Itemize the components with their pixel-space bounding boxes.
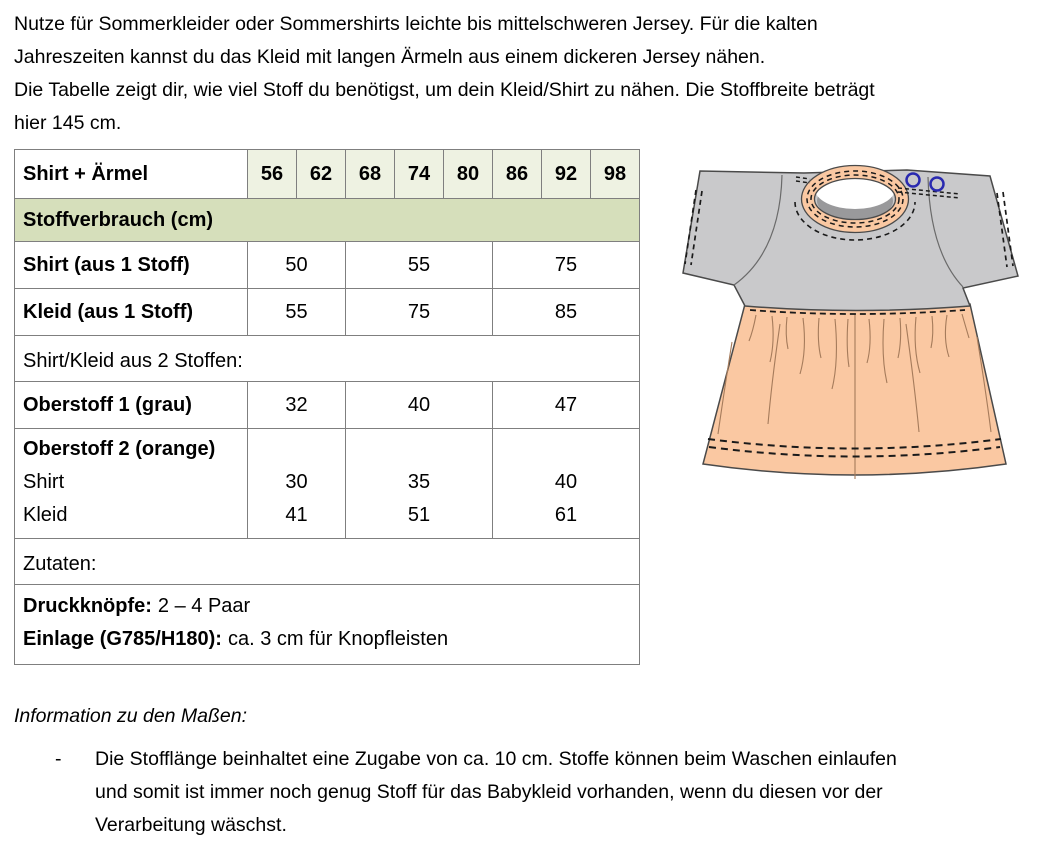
value-cell: 61 [554, 504, 578, 526]
notion-value: 2 – 4 Paar [157, 595, 251, 617]
bullet-text [95, 743, 897, 842]
bullet-item [14, 743, 1030, 842]
value-cell-group [346, 429, 493, 539]
value-cell: 35 [407, 471, 431, 493]
value-cell: 85 [493, 289, 640, 336]
size-column-header: 98 [591, 150, 640, 199]
table-header-row [15, 150, 640, 199]
section-zutaten-label: Zutaten: [15, 539, 640, 585]
size-column-header: 86 [493, 150, 542, 199]
section-row-usage [15, 199, 640, 242]
empty-line [249, 433, 344, 466]
bullet-line: und somit ist immer noch genug Stoff für das Babykleid vorhanden, wenn du diesen vor der [95, 781, 883, 803]
notion-label: Druckknöpfe: [23, 595, 152, 617]
value-cell: 55 [346, 242, 493, 289]
row-label-group [15, 429, 248, 539]
row-label: Oberstoff 1 (grau) [15, 382, 248, 429]
intro-line: hier 145 cm. [14, 112, 122, 134]
row-label: Kleid (aus 1 Stoff) [15, 289, 248, 336]
bullet-line: Die Stofflänge beinhaltet eine Zugabe von ca. 10 cm. Stoffe können beim Waschen einlaufen [95, 748, 897, 770]
value-cell: 40 [346, 382, 493, 429]
table-row [15, 382, 640, 429]
intro-line: Nutze für Sommerkleider oder Sommershirts leichte bis mittelschweren Jersey. Für die kalten [14, 13, 818, 35]
section-usage-label: Stoffverbrauch (cm) [15, 199, 640, 242]
table-row-notions [15, 585, 640, 665]
notions-cell [15, 585, 640, 665]
row-label: Oberstoff 2 (orange) [23, 438, 216, 460]
value-cell: 32 [248, 382, 346, 429]
info-heading: Information zu den Maßen: [14, 705, 248, 727]
bullet-marker: - [55, 748, 62, 770]
sub-row-label: Kleid [23, 504, 68, 526]
value-cell: 51 [407, 504, 431, 526]
value-cell: 47 [493, 382, 640, 429]
baby-shirt-dress-illustration [672, 162, 1037, 487]
notion-value: ca. 3 cm für Knopfleisten [227, 628, 449, 650]
value-cell-group [248, 429, 346, 539]
section-row-zutaten [15, 539, 640, 585]
size-column-header: 92 [542, 150, 591, 199]
size-column-header: 56 [248, 150, 297, 199]
table-row [15, 289, 640, 336]
notion-line [23, 590, 631, 623]
fabric-requirements-table [14, 149, 640, 665]
intro-line: Die Tabelle zeigt dir, wie viel Stoff du benötigst, um dein Kleid/Shirt zu nähen. Die Stoffbreite beträgt [14, 79, 875, 101]
bullet-line: Verarbeitung wäschst. [95, 814, 287, 836]
notion-label: Einlage (G785/H180): [23, 628, 222, 650]
value-cell-group [493, 429, 640, 539]
empty-line [347, 433, 491, 466]
header-label: Shirt + Ärmel [15, 150, 248, 199]
size-column-header: 74 [395, 150, 444, 199]
value-cell: 30 [285, 471, 308, 493]
section-two-fabrics-label: Shirt/Kleid aus 2 Stoffen: [15, 336, 640, 382]
empty-line [494, 433, 638, 466]
value-cell: 50 [248, 242, 346, 289]
technical-drawing-svg [672, 162, 1037, 487]
size-column-header: 80 [444, 150, 493, 199]
row-label: Shirt (aus 1 Stoff) [15, 242, 248, 289]
size-column-header: 68 [346, 150, 395, 199]
sub-row-label: Shirt [23, 471, 65, 493]
size-column-header: 62 [297, 150, 346, 199]
table-row-oberstoff2 [15, 429, 640, 539]
intro-paragraph [14, 8, 1030, 140]
section-row-two-fabrics [15, 336, 640, 382]
table-row [15, 242, 640, 289]
value-cell: 75 [346, 289, 493, 336]
intro-line: Jahreszeiten kannst du das Kleid mit langen Ärmeln aus einem dickeren Jersey nähen. [14, 46, 766, 68]
value-cell: 75 [493, 242, 640, 289]
value-cell: 55 [248, 289, 346, 336]
notion-line [23, 623, 631, 656]
value-cell: 40 [554, 471, 578, 493]
value-cell: 41 [285, 504, 308, 526]
